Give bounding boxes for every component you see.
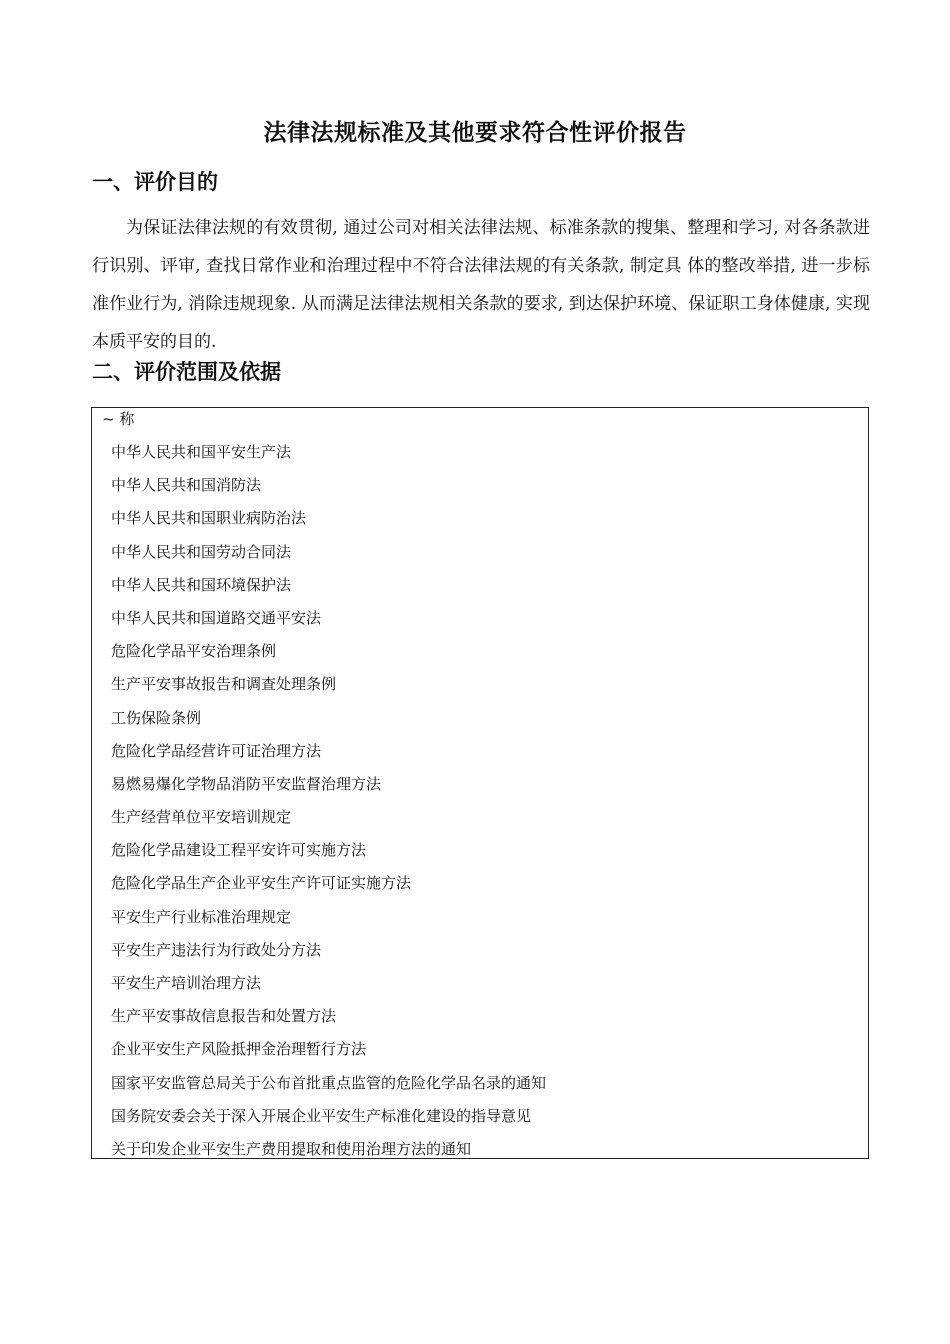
list-item: 国务院安委会关于深入开展企业平安生产标准化建设的指导意见 <box>111 1106 532 1125</box>
list-item: 危险化学品生产企业平安生产许可证实施方法 <box>111 874 412 893</box>
list-item: 危险化学品建设工程平安许可实施方法 <box>111 841 367 860</box>
list-item: 中华人民共和国道路交通平安法 <box>111 608 322 627</box>
list-item: 危险化学品平安治理条例 <box>111 642 277 661</box>
list-item: 关于印发企业平安生产费用提取和使用治理方法的通知 <box>111 1139 472 1158</box>
list-item: 生产经营单位平安培训规定 <box>111 808 292 827</box>
section-heading-purpose: 一、评价目的 <box>92 170 218 194</box>
list-item: 中华人民共和国环境保护法 <box>111 575 292 594</box>
list-item: 生产平安事故报告和调查处理条例 <box>111 675 337 694</box>
list-item: 危险化学品经营许可证治理方法 <box>111 741 322 760</box>
list-item: 国家平安监管总局关于公布首批重点监管的危险化学品名录的通知 <box>111 1073 547 1092</box>
document-title: 法律法规标准及其他要求符合性评价报告 <box>263 120 687 146</box>
list-item: 平安生产培训治理方法 <box>111 974 262 992</box>
list-item: 工伤保险条例 <box>111 708 202 727</box>
list-item: 易燃易爆化学物品消防平安监督治理方法 <box>111 774 382 793</box>
list-item: 中华人民共和国消防法 <box>111 476 262 495</box>
table-header: ~ 称 <box>102 410 135 428</box>
section-heading-scope: 二、评价范围及依据 <box>92 360 281 384</box>
list-item: 平安生产违法行为行政处分方法 <box>111 940 322 959</box>
purpose-paragraph: 为保证法律法规的有效贯彻, 通过公司对相关法律法规、标准条款的搜集、整理和学习, 对各条款进行识别、评审, 查找日常作业和治理过程中不符合法律法规的有关条款, 制定具 体的整改举措, 进一步标准作业行为, 消除违规现象. 从而满足法律法规相关条款的要求, 到达保护环境、保证职工身体健康, 实现本质平安的目的. <box>92 218 870 352</box>
list-item: 中华人民共和国职业病防治法 <box>111 509 307 528</box>
law-list <box>111 441 546 1159</box>
list-item: 中华人民共和国平安生产法 <box>111 443 292 461</box>
list-item: 中华人民共和国劳动合同法 <box>111 542 292 561</box>
list-item: 企业平安生产风险抵押金治理暂行方法 <box>111 1040 367 1059</box>
law-table <box>91 407 869 1159</box>
list-item: 生产平安事故信息报告和处置方法 <box>111 1007 337 1026</box>
list-item: 平安生产行业标准治理规定 <box>111 907 292 926</box>
